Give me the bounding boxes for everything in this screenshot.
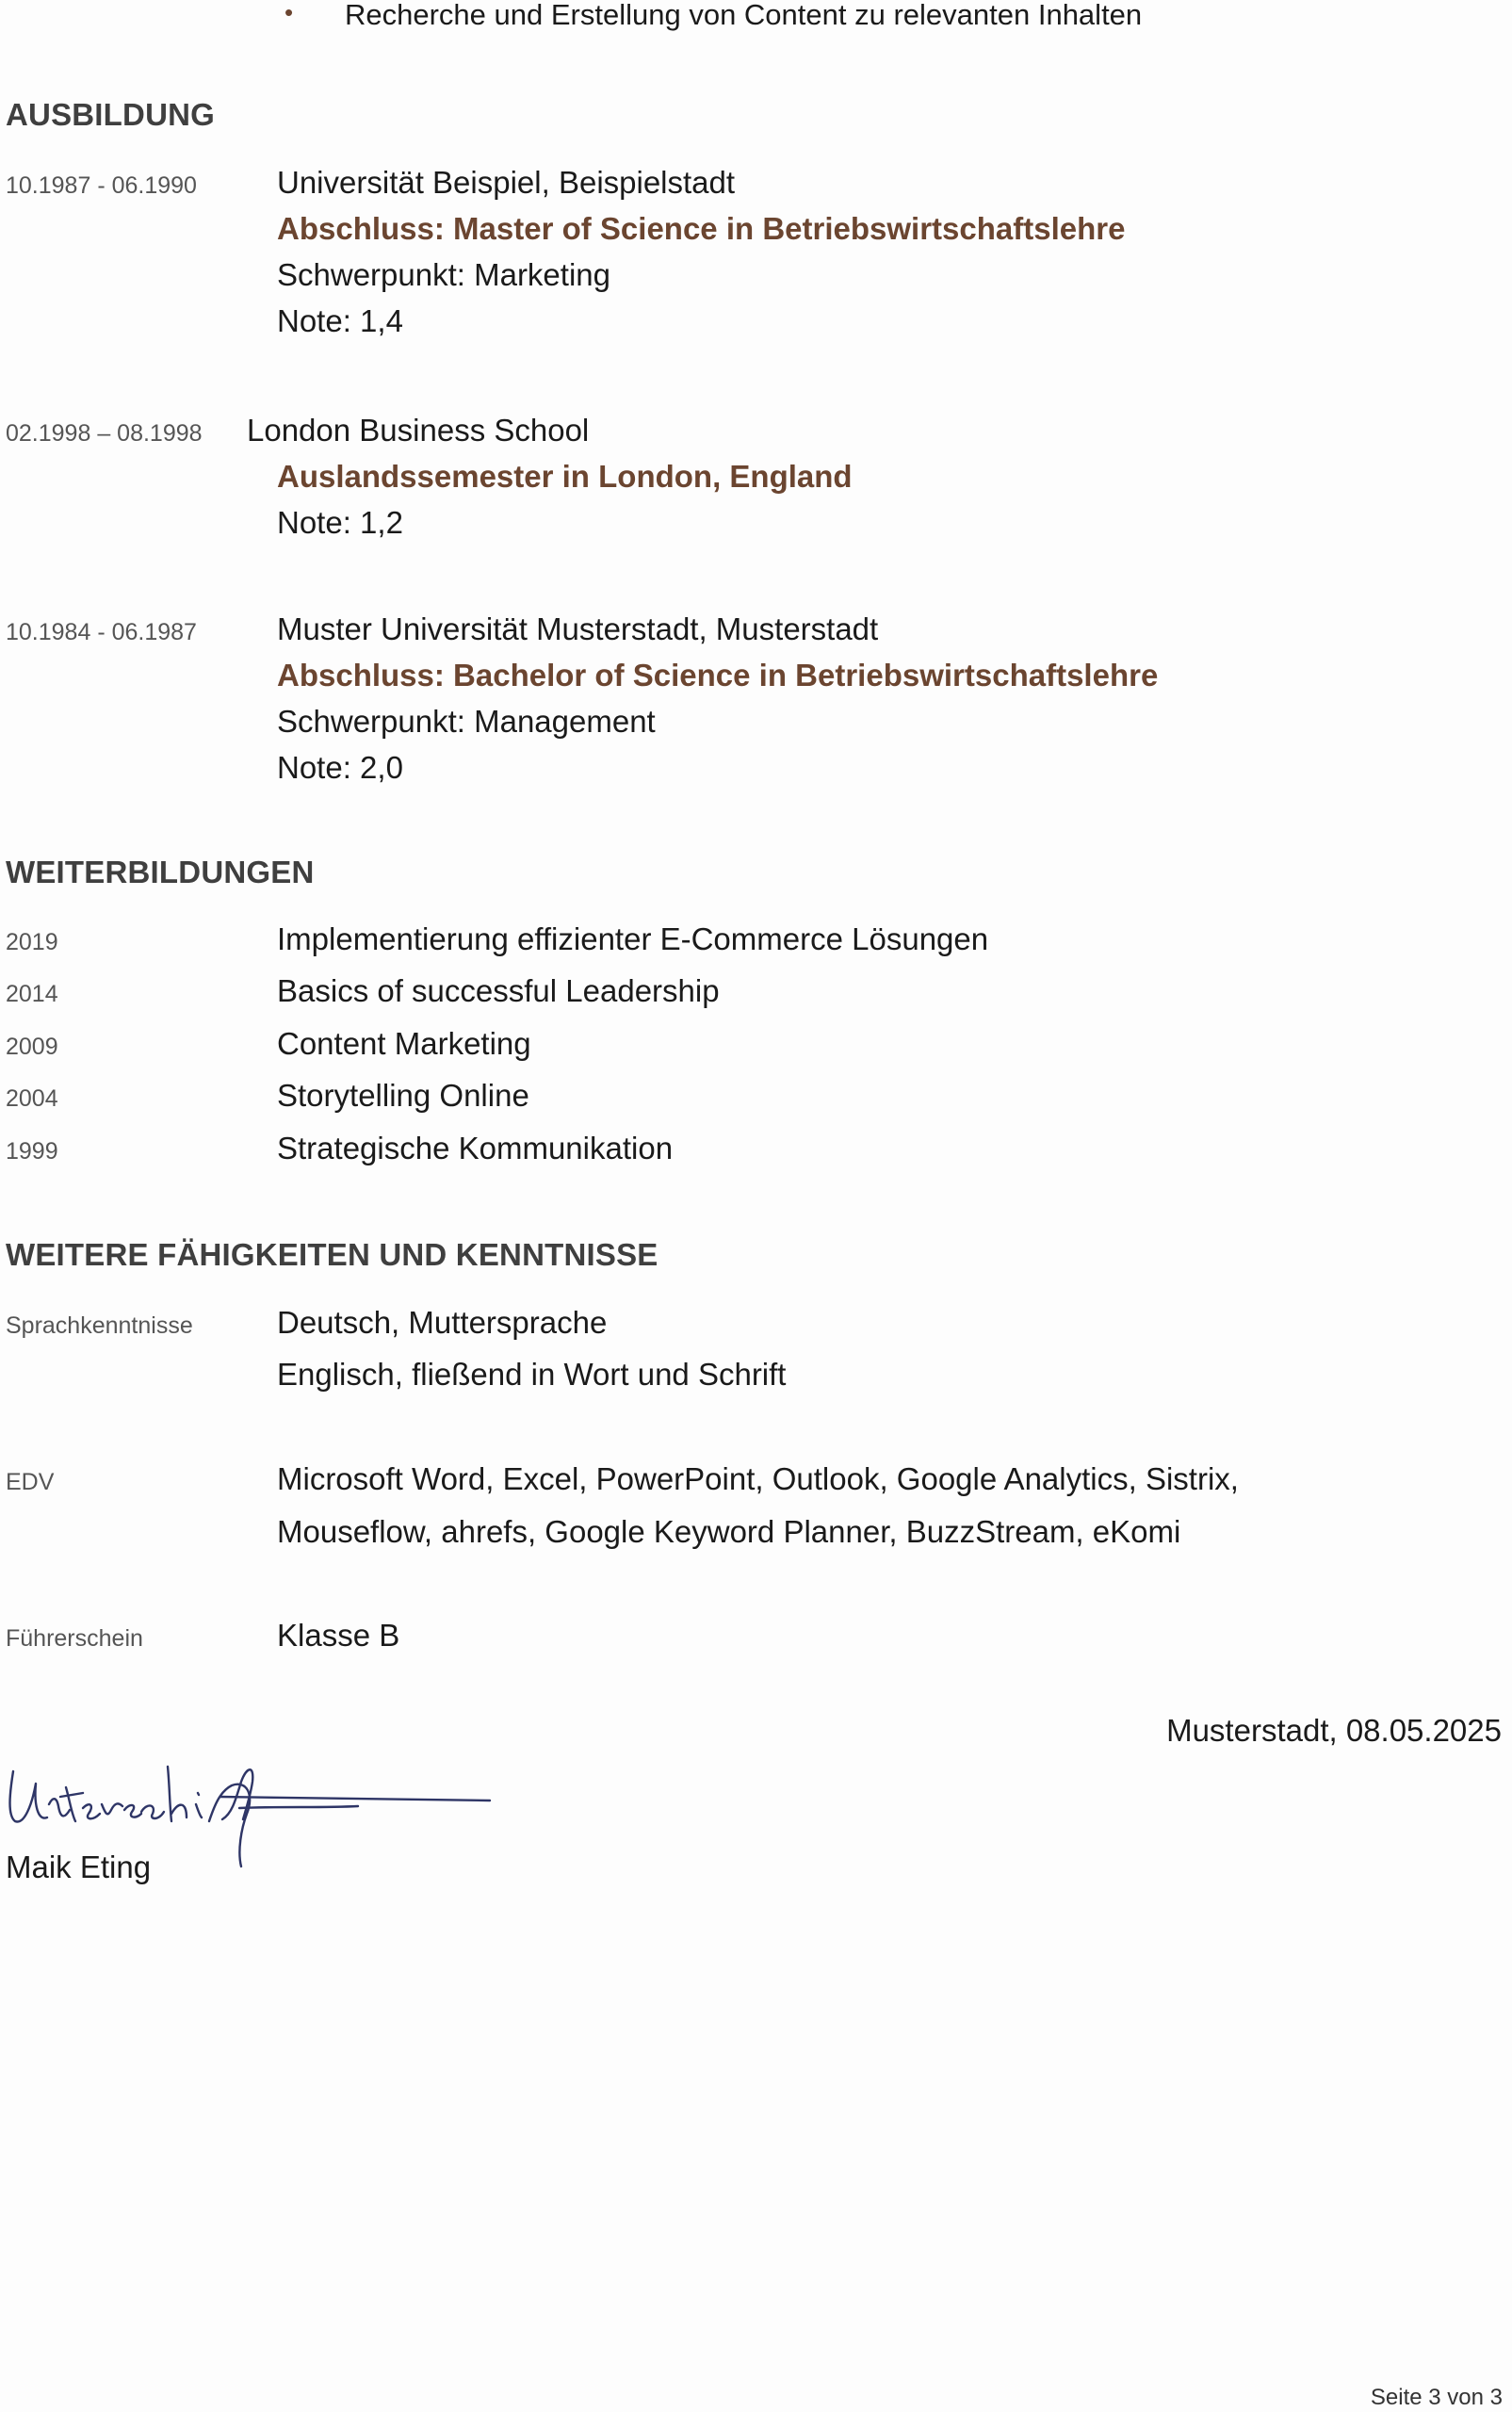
- skills-label-it: EDV: [6, 1469, 55, 1495]
- section-heading-education: AUSBILDUNG: [6, 97, 215, 132]
- skills-license-value: Klasse B: [277, 1618, 400, 1653]
- entry-degree: Abschluss: Bachelor of Science in Betriebswirtschaftslehre: [277, 658, 1159, 693]
- section-heading-training: WEITERBILDUNGEN: [6, 855, 315, 889]
- skills-label-license: Führerschein: [6, 1625, 143, 1652]
- entry-grade: Note: 2,0: [277, 750, 403, 785]
- skills-label-languages: Sprachkenntnisse: [6, 1312, 193, 1339]
- training-title: Strategische Kommunikation: [277, 1131, 674, 1165]
- training-year: 2004: [6, 1085, 58, 1112]
- training-year: 2014: [6, 981, 58, 1007]
- entry-grade: Note: 1,4: [277, 303, 403, 338]
- training-title: Content Marketing: [277, 1026, 531, 1061]
- entry-grade: Note: 1,2: [277, 505, 403, 540]
- skills-languages-line1: Deutsch, Muttersprache: [277, 1305, 608, 1340]
- entry-date: 10.1987 - 06.1990: [6, 172, 197, 199]
- training-title: Storytelling Online: [277, 1078, 529, 1113]
- entry-institution: London Business School: [247, 413, 590, 448]
- entry-degree: Abschluss: Master of Science in Betriebswirtschaftslehre: [277, 211, 1126, 246]
- training-year: 1999: [6, 1138, 58, 1165]
- skills-languages-line2: Englisch, fließend in Wort und Schrift: [277, 1357, 787, 1392]
- entry-focus: Schwerpunkt: Marketing: [277, 257, 610, 292]
- bullet-icon: •: [285, 0, 294, 26]
- section-heading-skills: WEITERE FÄHIGKEITEN UND KENNTNISSE: [6, 1237, 658, 1272]
- entry-date: 10.1984 - 06.1987: [6, 619, 197, 645]
- signature-text: Unterschrift: [9, 1757, 15, 1758]
- entry-focus: Schwerpunkt: Management: [277, 704, 656, 739]
- signer-name: Maik Eting: [6, 1850, 152, 1884]
- skills-it-line2: Mouseflow, ahrefs, Google Keyword Planner, BuzzStream, eKomi: [277, 1514, 1181, 1549]
- entry-date: 02.1998 – 08.1998: [6, 420, 203, 447]
- entry-institution: Universität Beispiel, Beispielstadt: [277, 165, 736, 200]
- entry-degree: Auslandssemester in London, England: [277, 459, 853, 494]
- training-title: Basics of successful Leadership: [277, 973, 720, 1008]
- place-date: Musterstadt, 08.05.2025: [1166, 1713, 1502, 1748]
- skills-it-line1: Microsoft Word, Excel, PowerPoint, Outlook, Google Analytics, Sistrix,: [277, 1461, 1239, 1496]
- page-number: Seite 3 von 3: [1370, 2385, 1503, 2410]
- bullet-text: Recherche und Erstellung von Content zu relevanten Inhalten: [345, 0, 1143, 31]
- entry-institution: Muster Universität Musterstadt, Musterstadt: [277, 611, 879, 646]
- training-year: 2009: [6, 1034, 58, 1060]
- training-title: Implementierung effizienter E-Commerce Lösungen: [277, 921, 989, 956]
- training-year: 2019: [6, 929, 58, 955]
